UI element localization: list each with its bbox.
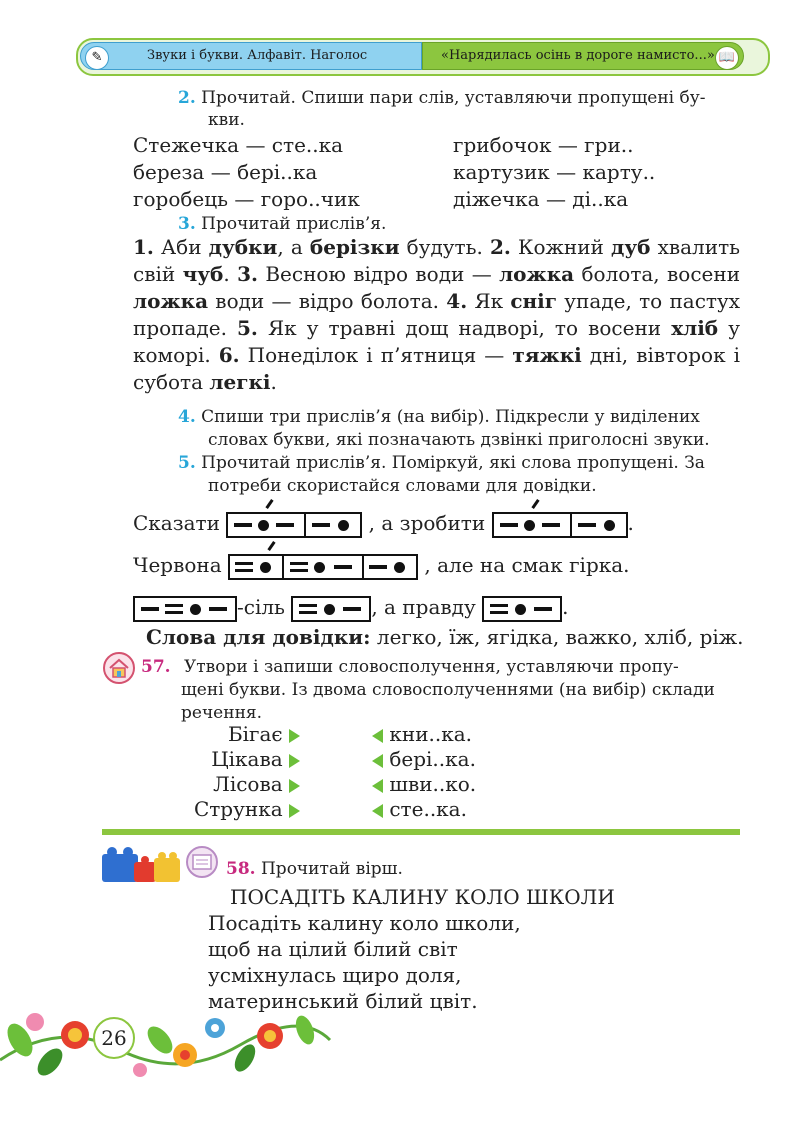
proverb-keyword: хліб [671, 316, 719, 340]
scheme-row-1 [133, 511, 634, 538]
proverb-keyword: легкі [209, 370, 271, 394]
poem-line: усміхнулась щиро доля, [208, 963, 462, 987]
poem-line: Посадіть калину коло школи, [208, 911, 521, 935]
syllable-cell [484, 598, 560, 620]
proverb-text: Як [474, 289, 511, 313]
proverb-text: хвалить свій [133, 235, 741, 286]
proverb-text: Весною відро води — [265, 262, 500, 286]
pair-right: грибочок — гри.. [453, 132, 634, 157]
arrow-right-icon [289, 754, 300, 768]
task5-instruction [178, 452, 705, 475]
arrow-left-icon [372, 804, 383, 818]
proverb-keyword: ложка [499, 262, 575, 286]
pair-left: горобець — горо..чик [133, 186, 360, 211]
list-item: Лісова [150, 772, 300, 797]
syllable-cell [282, 556, 362, 578]
notebook-icon [184, 845, 220, 879]
pair-left: береза — бері..ка [133, 159, 318, 184]
pair-right: картузик — карту.. [453, 159, 656, 184]
proverb-text: болота, восени [574, 262, 741, 286]
proverb-number: 6. [218, 343, 240, 367]
arrow-right-icon [289, 729, 300, 743]
proverb-number: 1. [133, 235, 154, 259]
poem-body [208, 910, 521, 1014]
page-number: 26 [93, 1017, 135, 1059]
poem-line: щоб на цілий білий світ [208, 937, 458, 961]
task4-instruction [178, 406, 700, 429]
table-row [133, 185, 655, 212]
word-scheme [482, 596, 562, 622]
help-label: Слова для довідки: [146, 625, 371, 649]
pair-right: діжечка — ді..ка [453, 186, 629, 211]
scheme-row1-text-a: Сказати [133, 511, 220, 535]
task58-text: Прочитай вірш. [260, 859, 403, 879]
list-item: шви..ко. [372, 772, 476, 797]
proverb-text: води — відро болота. [208, 289, 447, 313]
scheme-row1-text-b: , а зробити [368, 511, 486, 535]
proverbs-paragraph [133, 234, 740, 396]
task3-instruction [178, 213, 386, 236]
list-item: сте..ка. [372, 797, 476, 822]
word-scheme [228, 554, 418, 580]
poem-line: материнський білий цвіт. [208, 989, 478, 1013]
scheme-row3-text-c: . [562, 595, 569, 619]
syllable-cell [228, 514, 304, 536]
floral-ornament [0, 1000, 340, 1090]
proverb-number: 5. [237, 316, 258, 340]
proverb-text: . [270, 370, 277, 394]
proverb-number: 2. [489, 235, 511, 259]
syllable-cell [135, 598, 235, 620]
task57-instruction [141, 656, 679, 679]
task57-line1: Утвори і запиши словосполучення, уставляючи пропу- [183, 657, 679, 677]
scheme-row2-text-a: Червона [133, 553, 222, 577]
proverb-keyword: сніг [510, 289, 558, 313]
task4-number: 4. [178, 407, 196, 427]
task58-number: 58. [226, 859, 256, 879]
pair-left: Стежечка — сте..ка [133, 132, 344, 157]
word-column-left [150, 722, 300, 822]
proverb-text: будуть. [399, 235, 490, 259]
poem-title: ПОСАДІТЬ КАЛИНУ КОЛО ШКОЛИ [230, 885, 615, 909]
proverb-text: Аби [161, 235, 209, 259]
scheme-row3-text-b: , а правду [371, 595, 476, 619]
proverb-keyword: чуб [182, 262, 224, 286]
table-row [133, 131, 655, 158]
task4-line1: Спиши три прислів’я (на вибір). Підкресли у виділених [201, 407, 700, 427]
proverb-keyword: ложка [133, 289, 209, 313]
arrow-left-icon [372, 779, 383, 793]
home-icon [102, 651, 136, 685]
task3-number: 3. [178, 214, 196, 234]
help-words [146, 625, 744, 649]
task2-line2: кви. [208, 110, 245, 130]
task3-text: Прочитай прислів’я. [201, 214, 387, 234]
word-scheme [226, 512, 362, 538]
proverb-keyword: берізки [309, 235, 400, 259]
word-scheme [291, 596, 371, 622]
task4-line2: словах букви, які позначають дзвінкі приголосні звуки. [208, 430, 710, 450]
word-column-right [372, 722, 476, 822]
task2-number: 2. [178, 88, 196, 108]
task2-instruction [178, 87, 706, 110]
scheme-row3-text-a: -сіль [237, 595, 285, 619]
list-item: Струнка [150, 797, 300, 822]
proverb-number: 4. [446, 289, 468, 313]
syllable-cell [293, 598, 369, 620]
header-left-title: Звуки і букви. Алфавіт. Наголос [147, 48, 368, 63]
proverb-text: , а [277, 235, 310, 259]
proverb-number: 3. [237, 262, 258, 286]
lego-bricks-icon [100, 846, 182, 886]
task5-number: 5. [178, 453, 196, 473]
pen-icon: ✎ [85, 46, 109, 70]
task57-number: 57. [141, 657, 171, 677]
header-right-title: «Нарядилась осінь в дороге намисто...» [441, 48, 715, 63]
task57-line2: щені букви. Із двома словосполученнями (на вибір) склади [181, 680, 715, 700]
proverb-keyword: тяжкі [512, 343, 582, 367]
proverb-text: Кожний [517, 235, 611, 259]
word-scheme [133, 596, 237, 622]
task58-instruction [226, 858, 403, 881]
table-row [133, 158, 655, 185]
page-header [76, 38, 770, 76]
proverb-text: упаде, то пастух пропаде. [133, 289, 741, 340]
task57-line3: речення. [181, 703, 263, 723]
proverb-keyword: дубки [208, 235, 278, 259]
header-topic [80, 42, 422, 70]
book-icon: 📖 [715, 46, 739, 70]
proverb-keyword: дуб [610, 235, 651, 259]
arrow-left-icon [372, 729, 383, 743]
syllable-cell [304, 514, 360, 536]
list-item: Бігає [150, 722, 300, 747]
syllable-cell [230, 556, 282, 578]
header-reading [422, 42, 744, 70]
arrow-right-icon [289, 779, 300, 793]
proverb-text: дні, вівторок і субота [133, 343, 740, 394]
syllable-cell [362, 556, 416, 578]
list-item: Цікава [150, 747, 300, 772]
task5-line2: потреби скористайся словами для довідки. [208, 476, 597, 496]
arrow-left-icon [372, 754, 383, 768]
word-pairs-table [133, 131, 655, 212]
task2-line1: Прочитай. Спиши пари слів, уставляючи пропущені бу- [201, 88, 706, 108]
proverb-text: Понеділок і п’ятниця — [247, 343, 513, 367]
word-scheme [492, 512, 628, 538]
list-item: бері..ка. [372, 747, 476, 772]
section-divider [102, 829, 740, 835]
syllable-cell [494, 514, 570, 536]
proverb-text: Як у травні дощ надворі, то восени [267, 316, 672, 340]
proverb-text: . [223, 262, 238, 286]
scheme-row-2 [133, 553, 630, 580]
task5-line1: Прочитай прислів’я. Поміркуй, які слова пропущені. За [201, 453, 705, 473]
scheme-row1-text-c: . [627, 511, 634, 535]
scheme-row-3 [133, 595, 568, 622]
scheme-row2-text-b: , але на смак гірка. [424, 553, 630, 577]
syllable-cell [570, 514, 626, 536]
arrow-right-icon [289, 804, 300, 818]
list-item: кни..ка. [372, 722, 476, 747]
proverb-text: у коморі. [133, 316, 740, 367]
help-list: легко, їж, ягідка, важко, хліб, ріж. [370, 625, 744, 649]
